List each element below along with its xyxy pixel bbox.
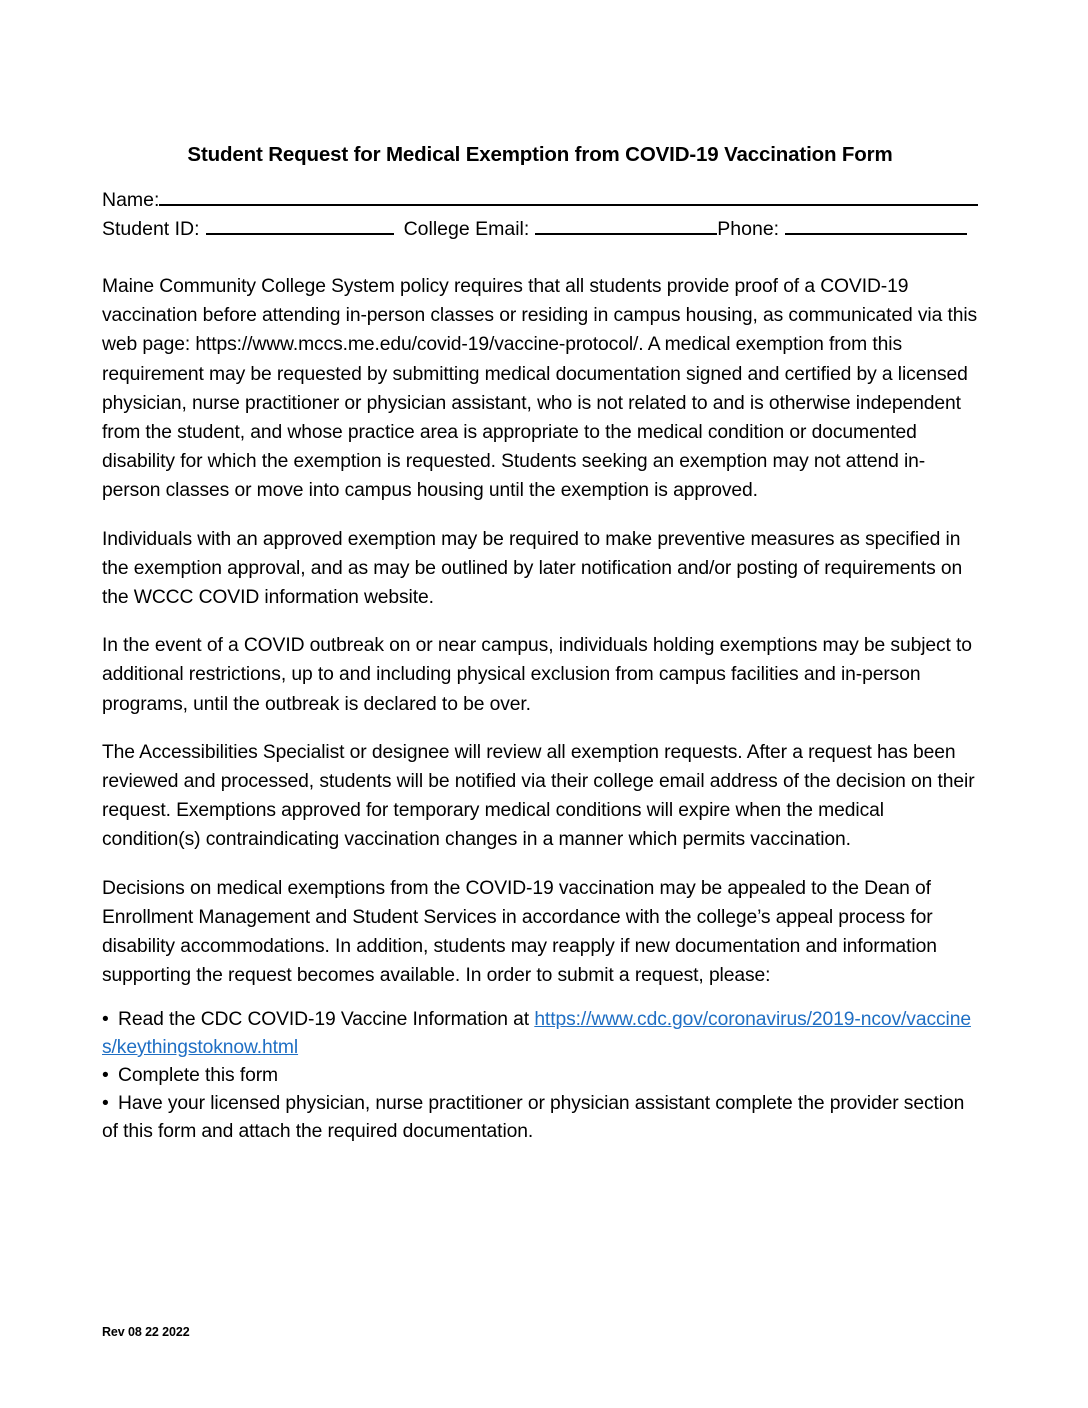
student-information-fields <box>102 186 978 244</box>
phone-label: Phone: <box>717 218 780 240</box>
cdc-vaccine-information-link[interactable]: https://www.cdc.gov/coronavirus/2019-ncov/vaccines/keythingstoknow.html <box>102 1009 971 1058</box>
policy-body-text <box>102 272 978 990</box>
paragraph-policy-requirement: Maine Community College System policy requires that all students provide proof of a COVID-19 vaccination before attending in-person classes or residing in campus housing, as communicated via this web page: https://www.mccs.me.edu/covid-19/vaccine-protocol/. A medical exemption from this requirement may be requested by submitting medical documentation signed and certified by a licensed physician, nurse practitioner or physician assistant, who is not related to and is otherwise independent from the student, and whose practice area is appropriate to the medical condition or documented disability for which the exemption is requested. Students seeking an exemption may not attend in-person classes or move into campus housing until the exemption is approved. <box>102 276 978 502</box>
provider-section-label: Have your licensed physician, nurse practitioner or physician assistant complete the provider section of this form and attach the required documentation. <box>102 1093 965 1142</box>
name-label: Name: <box>102 189 160 211</box>
submission-steps-list <box>102 1006 978 1146</box>
complete-form-label: Complete this form <box>118 1065 279 1086</box>
cdc-info-label: Read the CDC COVID-19 Vaccine Information at <box>118 1009 535 1030</box>
list-item <box>102 1062 978 1090</box>
phone-input[interactable] <box>785 216 967 235</box>
paragraph-review-process: The Accessibilities Specialist or designee will review all exemption requests. After a request has been reviewed and processed, students will be notified via their college email address of the decision on their request. Exemptions approved for temporary medical conditions will expire when the medical condition(s) contraindicating vaccination changes in a manner which permits vaccination. <box>102 741 975 851</box>
student-id-label: Student ID: <box>102 218 200 240</box>
bullet-icon: • <box>102 1009 109 1030</box>
paragraph-preventive-measures: Individuals with an approved exemption may be required to make preventive measures as specified in the exemption approval, and as may be outlined by later notification and/or posting of requirements on the WCCC COVID information website. <box>102 528 963 609</box>
college-email-label: College Email: <box>403 218 530 240</box>
page-title: Student Request for Medical Exemption from COVID-19 Vaccination Form <box>187 142 893 166</box>
list-item <box>102 1090 978 1146</box>
revision-footer: Rev 08 22 2022 <box>102 1325 190 1339</box>
bullet-icon: • <box>102 1065 109 1086</box>
student-id-input[interactable] <box>206 216 394 235</box>
identification-field-row <box>102 215 978 244</box>
paragraph-appeals: Decisions on medical exemptions from the COVID-19 vaccination may be appealed to the Dean of Enrollment Management and Student Services in accordance with the college’s appeal process for disability accommodations. In addition, students may reapply if new documentation and information supporting the request becomes available. In order to submit a request, please: <box>102 877 937 987</box>
paragraph-outbreak-restrictions: In the event of a COVID outbreak on or near campus, individuals holding exemptions may be subject to additional restrictions, up to and including physical exclusion from campus facilities and in-person programs, until the outbreak is declared to be over. <box>102 635 972 715</box>
college-email-input[interactable] <box>535 216 717 235</box>
name-input[interactable] <box>159 187 978 206</box>
name-field-row <box>102 186 978 215</box>
bullet-icon: • <box>102 1093 109 1114</box>
list-item <box>102 1006 978 1062</box>
